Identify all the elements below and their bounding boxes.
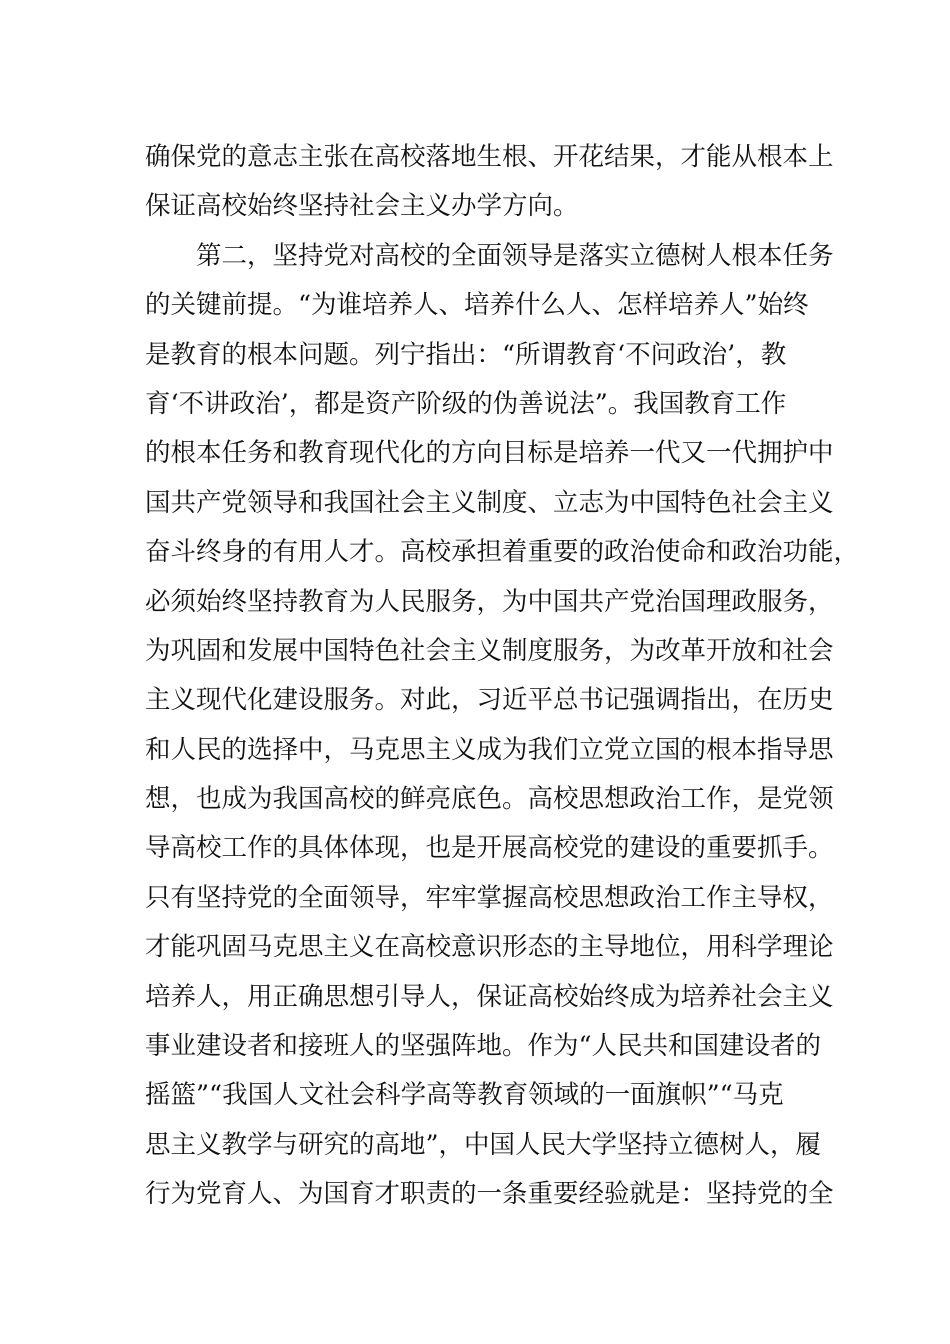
text-line: 行为党育人、为国育才职责的一条重要经验就是：坚持党的全	[145, 1179, 834, 1210]
text-line: 只有坚持党的全面领导，牢牢掌握高校思想政治工作主导权，	[145, 882, 834, 913]
paragraph-first-line: 第二，坚持党对高校的全面领导是落实立德树人根本任务	[196, 240, 834, 271]
text-line: 培养人，用正确思想引导人，保证高校始终成为培养社会主义	[145, 981, 834, 1012]
text-line: 育‘不讲政治’，都是资产阶级的伪善说法”。我国教育工作	[145, 388, 787, 419]
text-line: 主义现代化建设服务。对此，习近平总书记强调指出，在历史	[145, 685, 834, 716]
text-line: 为巩固和发展中国特色社会主义制度服务，为改革开放和社会	[145, 635, 834, 666]
document-body	[145, 133, 860, 1220]
text-line: 的关键前提。“为谁培养人、培养什么人、怎样培养人”始终	[145, 290, 809, 321]
text-line: 想，也成为我国高校的鲜亮底色。高校思想政治工作，是党领	[145, 784, 834, 815]
text-line: 导高校工作的具体体现，也是开展高校党的建设的重要抓手。	[145, 833, 834, 864]
text-line: 是教育的根本问题。列宁指出：“所谓教育‘不问政治’，教	[145, 339, 787, 370]
text-line: 必须始终坚持教育为人民服务，为中国共产党治国理政服务，	[145, 586, 834, 617]
text-line: 确保党的意志主张在高校落地生根、开花结果，才能从根本上	[145, 142, 834, 172]
text-line: 和人民的选择中，马克思主义成为我们立党立国的根本指导思	[145, 734, 834, 765]
text-line: 国共产党领导和我国社会主义制度、立志为中国特色社会主义	[145, 487, 834, 518]
text-line: 事业建设者和接班人的坚强阵地。作为“人民共和国建设者的	[145, 1031, 822, 1062]
text-line: 保证高校始终坚持社会主义办学方向。	[145, 191, 579, 222]
text-line: 的根本任务和教育现代化的方向目标是培养一代又一代拥护中	[145, 438, 834, 469]
text-line: 思主义教学与研究的高地”，中国人民大学坚持立德树人，履	[145, 1129, 822, 1160]
text-line: 奋斗终身的有用人才。高校承担着重要的政治使命和政治功能，	[145, 537, 860, 568]
text-line: 摇篮”“我国人文社会科学高等教育领域的一面旗帜”“马克	[145, 1080, 784, 1111]
text-line: 才能巩固马克思主义在高校意识形态的主导地位，用科学理论	[145, 932, 834, 963]
